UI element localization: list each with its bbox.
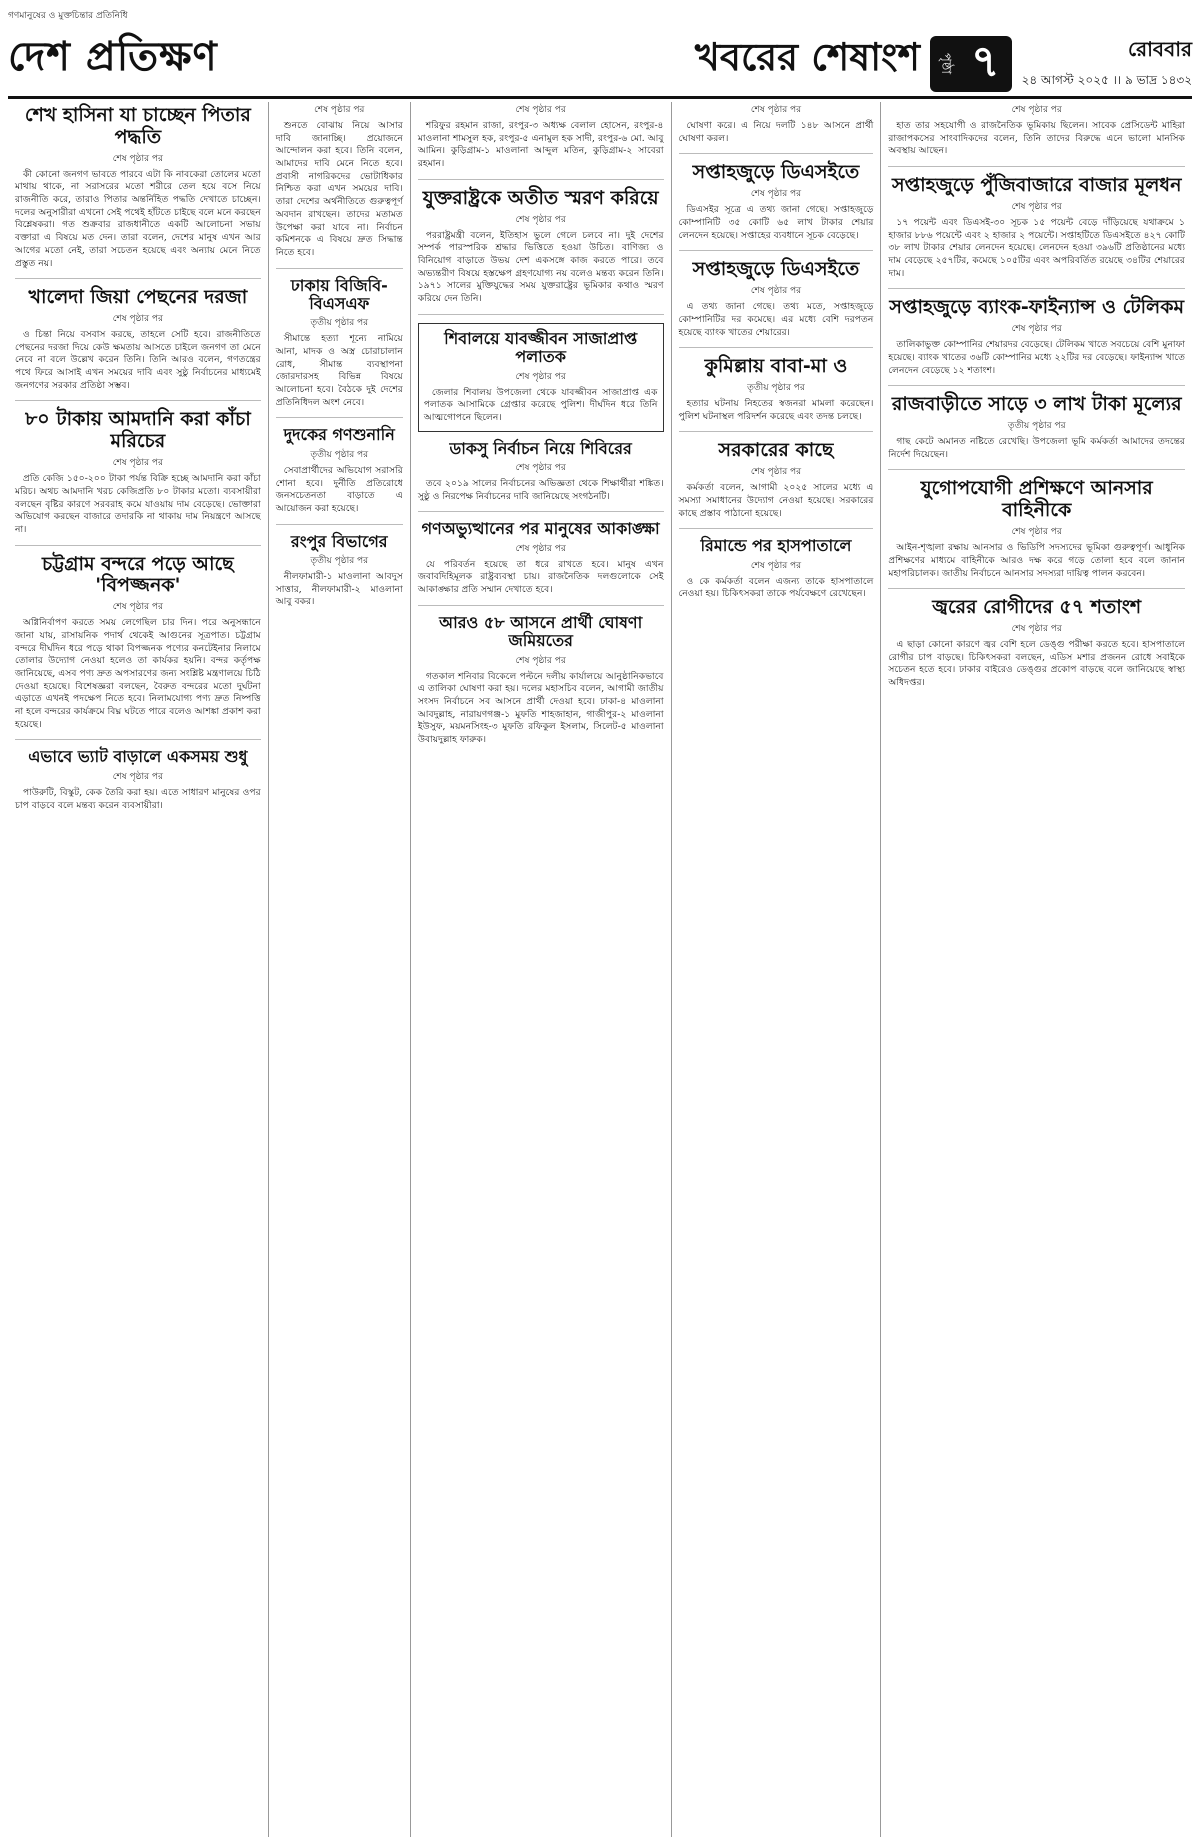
- article-headline[interactable]: শেখ হাসিনা যা চাচ্ছেন পিতার পদ্ধতি: [24, 104, 251, 148]
- issue-date: ২৪ আগস্ট ২০২৫ ।। ৯ ভাদ্র ১৪৩২: [1021, 73, 1192, 87]
- article: [15, 105, 261, 279]
- article-body: সেবাপ্রার্থীদের অভিযোগ সরাসরি শোনা হবে। দুর্নীতি প্রতিরোধে জনসচেতনতা বাড়াতে এ আয়োজন করা হয়েছে।: [275, 464, 403, 514]
- article-body: ও চিন্তা নিয়ে বসবাস করছে, তাহলে সেটি হবে। রাজনীতিতে পেছনের দরজা দিয়ে কেউ ক্ষমতায় আসতে চাইলে জনগণ তা মেনে নেবে না বলে উল্লেখ করেন তিনি। তিনি আরও বলেন, গণতন্ত্রের পথে ফিরে আসাই এখন সময়ের দাবি এবং সুষ্ঠু নির্বাচনের মাধ্যমেই জনগণের সরকার প্রতিষ্ঠা সম্ভব।: [15, 329, 261, 391]
- jump-line: শেষ পৃষ্ঠার পর: [515, 214, 566, 225]
- article: [888, 394, 1185, 470]
- article: [15, 554, 261, 741]
- article: [679, 259, 874, 348]
- article-headline[interactable]: রিমান্ডে পর হাসপাতালে: [700, 536, 852, 556]
- article: [418, 102, 664, 180]
- article-body: ডিএসইর সূত্রে এ তথ্য জানা গেছে। সপ্তাহজুড়ে কোম্পানিটি ৩৫ কোটি ৬৫ লাখ টাকার শেয়ার লেনদেন হয়েছে। সপ্তাহের ব্যবধানে সূচক বেড়েছে।: [678, 204, 874, 241]
- jump-line: শেষ পৃষ্ঠার পর: [112, 458, 163, 469]
- jump-line: শেষ পৃষ্ঠার পর: [750, 467, 802, 478]
- article-body: গতকাল শনিবার বিকেলে পল্টনে দলীয় কার্যালয়ে আনুষ্ঠানিকভাবে এ তালিকা ঘোষণা করা হয়। দলের মহাসচিব বলেন, আগামী জাতীয় সংসদ নির্বাচনে সব আসনে প্রার্থী দেওয়া হবে। ঢাকা-৪ মাওলানা আবদুল্লাহ, নারায়ণগঞ্জ-১ মুফতি শাহজাহান, গাজীপুর-২ মাওলানা ইউসুফ, ময়মনসিংহ-৩ মুফতি রফিকুল ইসলাম, সিলেট-৫ মাওলানা উবায়দুল্লাহ ফারুক।: [417, 670, 664, 745]
- article-body: পাউরুটি, বিস্কুট, কেক তৈরি করা হয়। এতে সাধারণ মানুষের ওপর চাপ বাড়বে বলে মন্তব্য করেন ব্যবসায়ীরা।: [15, 786, 261, 811]
- masthead-right: [695, 28, 1192, 92]
- article-headline[interactable]: রাজবাড়ীতে সাড়ে ৩ লাখ টাকা মূল্যের: [891, 393, 1182, 416]
- article-headline[interactable]: দুদকের গণশুনানি: [283, 425, 395, 445]
- page-number-badge: [930, 36, 1012, 92]
- column-5: [881, 102, 1192, 1837]
- article-body: নীলফামারী-১ মাওলানা আবদুস সাত্তার, নীলফামারী-২ মাওলানা আবু বকর।: [275, 571, 403, 608]
- article-body: ঘোষণা করে। এ নিয়ে দলটি ১৪৮ আসনে প্রার্থী ঘোষণা করল।: [678, 120, 874, 144]
- jump-line: তৃতীয় পৃষ্ঠার পর: [747, 383, 805, 394]
- column-3: [411, 102, 672, 1837]
- jump-line: শেষ পৃষ্ঠার পর: [750, 189, 802, 200]
- article-body: আইন-শৃঙ্খলা রক্ষায় আনসার ও ভিডিপি সদস্যদের ভূমিকা গুরুত্বপূর্ণ। আধুনিক প্রশিক্ষণের মাধ্যমে বাহিনীকে আরও দক্ষ করে গড়ে তোলা হবে বলে জানান মহাপরিচালক। জাতীয় নির্বাচনে আনসার সদস্যরা দায়িত্ব পালন করবেন।: [888, 542, 1185, 579]
- article-headline[interactable]: জ্বরের রোগীদের ৫৭ শতাংশ: [932, 596, 1142, 619]
- column-1: [8, 102, 269, 1837]
- article-body: তালিকাভুক্ত কোম্পানির শেয়ারদর বেড়েছে। টেলিকম খাতে সবচেয়ে বেশি মুনাফা হয়েছে। ব্যাংক খাতের ৩৬টি কোম্পানির মধ্যে ২২টির দর বেড়েছে। ফাইন্যান্স খাতে লেনদেন বেড়েছে ১২ শতাংশ।: [888, 339, 1185, 376]
- jump-line: শেষ পৃষ্ঠার পর: [112, 314, 163, 325]
- article: [679, 102, 874, 154]
- column-4: [672, 102, 882, 1837]
- article-headline[interactable]: সপ্তাহজুড়ে ব্যাংক-ফাইন্যান্স ও টেলিকম: [889, 296, 1185, 319]
- article-body: সীমান্তে হত্যা শূন্যে নামিয়ে আনা, মাদক ও অস্ত্র চোরাচালান রোধ, সীমান্ত ব্যবস্থাপনা জোরদারসহ বিভিন্ন বিষয়ে আলোচনা হবে। বৈঠকে দুই দেশের প্রতিনিধিদল অংশ নেবে।: [275, 333, 403, 408]
- article: [15, 409, 261, 545]
- article-body: কর্মকর্তা বলেন, আগামী ২০২৫ সালের মধ্যে এ সমস্যা সমাধানের উদ্যোগ নেওয়া হয়েছে। সরকারের কাছে প্রস্তাব পাঠানো হয়েছে।: [678, 482, 874, 519]
- jump-line: শেষ পৃষ্ঠার পর: [1011, 624, 1062, 635]
- article-body: শরিফুর রহমান রাজা, রংপুর-৩ অধ্যক্ষ বেলাল হোসেন, রংপুর-৪ মাওলানা শামসুল হক, রংপুর-৫ এনামুল হক সাদী, রংপুর-৬ মো. আবু আমিন। কুড়িগ্রাম-১ মাওলানা আব্দুল মতিন, কুড়িগ্রাম-২ সাবেরা রহমান।: [417, 120, 664, 170]
- newspaper-logo: দেশ প্রতিক্ষণ: [8, 34, 218, 80]
- jump-line: শেষ পৃষ্ঠার পর: [515, 105, 566, 115]
- date-block: [1022, 35, 1192, 92]
- article-headline[interactable]: যুগোপযোগী প্রশিক্ষণে আনসার বাহিনীকে: [920, 477, 1153, 522]
- article: [888, 478, 1185, 589]
- article-body: ও কে কর্মকর্তা বলেন এজন্য তাকে হাসপাতালে নেওয়া হয়। চিকিৎসকরা তাকে পর্যবেক্ষণে রেখেছেন।: [678, 575, 874, 600]
- article: [418, 440, 664, 513]
- jump-line: তৃতীয় পৃষ্ঠার পর: [310, 318, 369, 329]
- article-body: হত্যার ঘটনায় নিহতের স্বজনরা মামলা করেছেন। পুলিশ ঘটনাস্থল পরিদর্শন করেছে এবং তদন্ত চলছে।: [678, 398, 874, 422]
- jump-line: শেষ পৃষ্ঠার পর: [112, 771, 163, 782]
- jump-line: তৃতীয় পৃষ্ঠার পর: [310, 556, 369, 566]
- article-body: অগ্নিনির্বাপণ করতে সময় লেগেছিল চার দিন। পরে অনুসন্ধানে জানা যায়, রাসায়নিক পদার্থ থেকেই আগুনের সূত্রপাত। চট্টগ্রাম বন্দরে দীর্ঘদিন ধরে পড়ে থাকা বিপজ্জনক পণ্যের কনটেইনার নিলামে তোলার উদ্যোগ নেওয়া হলেও তা কার্যকর হয়নি। বন্দর কর্তৃপক্ষ জানিয়েছে, এসব পণ্য দ্রুত অপসারণের জন্য সংশ্লিষ্ট মন্ত্রণালয়ে চিঠি দেওয়া হয়েছে। বিশেষজ্ঞরা বলছেন, বৈরুত বন্দরের মতো দুর্ঘটনা এড়াতে এখনই পদক্ষেপ নিতে হবে। নিলামযোগ্য পণ্য দ্রুত নিষ্পত্তি না হলে বন্দরের কার্যক্রমে বিঘ্ন ঘটতে পারে বলেও আশঙ্কা প্রকাশ করা হয়েছে।: [15, 617, 261, 730]
- jump-line: শেষ পৃষ্ঠার পর: [750, 105, 802, 115]
- article-headline[interactable]: গণঅভ্যুত্থানের পর মানুষের আকাঙ্ক্ষা: [421, 519, 660, 539]
- masthead: [8, 0, 1192, 99]
- article-body: হাত তার সহযোগী ও রাজনৈতিক ভূমিকায় ছিলেন। সাবেক প্রেসিডেন্ট মাহিরা রাজাপকসের সাংবাদিকদের বলেন, তিনি তাদের বিরুদ্ধে এনে ভালো মানসিক অবস্থায় আছেন।: [888, 120, 1185, 157]
- column-2: [269, 102, 411, 1837]
- jump-line: শেষ পৃষ্ঠার পর: [515, 655, 566, 666]
- page-number: ৭: [971, 36, 1000, 87]
- article-headline[interactable]: যুক্তরাষ্ট্রকে অতীত স্মরণ করিয়ে: [422, 186, 659, 209]
- jump-line: তৃতীয় পৃষ্ঠার পর: [310, 449, 369, 460]
- article: [418, 520, 664, 605]
- article-body: প্রতি কেজি ১৫০-২০০ টাকা পর্যন্ত বিক্রি হচ্ছে আমদানি করা কাঁচা মরিচ। অথচ আমদানি খরচ কেজিপ্রতি ৮০ টাকার মতো। ব্যবসায়ীরা বলছেন বৃষ্টির কারণে সরবরাহ কমে যাওয়ায় দাম বেড়েছে। ভোক্তারা অভিযোগ করছেন বাজারে তদারকি না থাকায় দাম নিয়ন্ত্রণে আসছে না।: [15, 473, 261, 535]
- article-headline[interactable]: ডাকসু নির্বাচন নিয়ে শিবিরের: [449, 438, 632, 458]
- article-body: গাছ কেটে অমানত নষ্টিতে রেখেছি। উপজেলা ভূমি কর্মকর্তা আমাদের তদন্তের নির্দেশ দিয়েছেন।: [888, 436, 1185, 460]
- jump-line: শেষ পৃষ্ঠার পর: [112, 602, 163, 613]
- jump-line: শেষ পৃষ্ঠার পর: [515, 462, 566, 473]
- article-headline[interactable]: সপ্তাহজুড়ে ডিএসইতে: [692, 161, 860, 184]
- jump-line: শেষ পৃষ্ঠার পর: [1011, 527, 1062, 538]
- article-body: পররাষ্ট্রমন্ত্রী বলেন, ইতিহাস ভুলে গেলে চলবে না। দুই দেশের সম্পর্ক পারস্পরিক শ্রদ্ধার ভিত্তিতে হওয়া উচিত। বাণিজ্য ও বিনিয়োগ বাড়াতে উভয় দেশ একসঙ্গে কাজ করতে পারে। তবে অভ্যন্তরীণ বিষয়ে হস্তক্ষেপ গ্রহণযোগ্য নয় বলেও মন্তব্য করেন তিনি। ১৯৭১ সালের মুক্তিযুদ্ধের সময় যুক্তরাষ্ট্রের ভূমিকার কথাও স্মরণ করিয়ে দেন তিনি।: [417, 229, 664, 305]
- article-body: যে পরিবর্তন হয়েছে তা ধরে রাখতে হবে। মানুষ এখন জবাবদিহিমূলক রাষ্ট্রব্যবস্থা চায়। রাজনৈতিক দলগুলোকে সেই আকাঙ্ক্ষার প্রতি সম্মান দেখাতে হবে।: [417, 558, 664, 596]
- article-headline[interactable]: ঢাকায় বিজিবি-বিএসএফ: [290, 275, 388, 313]
- article-headline[interactable]: সপ্তাহজুড়ে পুঁজিবাজারে বাজার মূলধন: [891, 174, 1182, 197]
- article: [276, 102, 403, 269]
- article-headline[interactable]: সরকারের কাছে: [718, 439, 834, 462]
- article: [418, 323, 664, 432]
- jump-line: শেষ পৃষ্ঠার পর: [1011, 105, 1062, 115]
- jump-line: শেষ পৃষ্ঠার পর: [750, 560, 802, 571]
- weekday: রোববার: [1128, 37, 1192, 61]
- article: [679, 356, 874, 432]
- jump-line: শেষ পৃষ্ঠার পর: [1011, 201, 1062, 212]
- article-body: এ ছাড়া কোনো কারণে জ্বর বেশি হলে ডেঙ্গু পরীক্ষা করতে হবে। হাসপাতালে রোগীর চাপ বাড়ছে। চিকিৎসকরা বলছেন, এডিস মশার প্রজনন রোধে সবাইকে সচেতন হতে হবে। ঢাকার বাইরেও ডেঙ্গুর প্রকোপ বাড়ছে বলে জানিয়েছে স্বাস্থ্য অধিদপ্তর।: [888, 639, 1185, 689]
- article-headline[interactable]: খালেদা জিয়া পেছনের দরজা: [28, 286, 248, 309]
- article: [679, 440, 874, 529]
- jump-line: শেষ পৃষ্ঠার পর: [112, 153, 163, 164]
- columns: [8, 102, 1192, 1837]
- article-headline[interactable]: সপ্তাহজুড়ে ডিএসইতে: [692, 258, 860, 281]
- section-title: খবরের শেষাংশ: [694, 35, 921, 79]
- jump-line: শেষ পৃষ্ঠার পর: [515, 543, 566, 554]
- article: [276, 533, 403, 617]
- article: [418, 188, 664, 315]
- article-body: এ তথ্য জানা গেছে। তথ্য মতে, সপ্তাহজুড়ে কোম্পানিটির দর কমেছে। এর মধ্যে বেশি দরপতন হয়েছে ব্যাংক খাতের শেয়ারের।: [678, 301, 874, 338]
- jump-line: তৃতীয় পৃষ্ঠার পর: [1007, 421, 1066, 432]
- article: [888, 175, 1185, 289]
- jump-line: শেষ পৃষ্ঠার পর: [750, 286, 802, 297]
- article: [888, 102, 1185, 167]
- article-body: ১৭ পয়েন্ট এবং ডিএসই-৩০ সূচক ১৫ পয়েন্ট বেড়ে দাঁড়িয়েছে যথাক্রমে ১ হাজার ৮৮৬ পয়েন্টে এবং ২ হাজার ২ পয়েন্টে। সপ্তাহটিতে ডিএসইতে ৪২৭ কোটি ৩৮ লাখ টাকার শেয়ার লেনদেন হয়েছে। লেনদেন হওয়া ৩৯৬টি প্রতিষ্ঠানের মধ্যে দাম বেড়েছে ২৫৭টির, কমেছে ১০৫টির এবং অপরিবর্তিত রয়েছে ৩৪টির শেয়ারের দাম।: [888, 216, 1185, 279]
- article-headline[interactable]: এভাবে ভ্যাট বাড়ালে একসময় শুধু: [28, 747, 248, 767]
- article: [888, 297, 1185, 386]
- jump-line: শেষ পৃষ্ঠার পর: [314, 105, 365, 115]
- article-headline[interactable]: শিবালয়ে যাবজ্জীবন সাজাপ্রাপ্ত পলাতক: [444, 328, 638, 367]
- article-headline[interactable]: ৮০ টাকায় আমদানি করা কাঁচা মরিচের: [24, 408, 251, 453]
- article-body: জেলার শিবালয় উপজেলা থেকে যাবজ্জীবন সাজাপ্রাপ্ত এক পলাতক আসামিকে গ্রেপ্তার করেছে পুলিশ। দীর্ঘদিন ধরে তিনি আত্মগোপনে ছিলেন।: [423, 386, 658, 423]
- article: [15, 748, 261, 820]
- article: [15, 287, 261, 401]
- brand-block: [8, 8, 218, 92]
- article: [276, 426, 403, 524]
- jump-line: শেষ পৃষ্ঠার পর: [1011, 324, 1062, 335]
- article: [418, 614, 664, 755]
- article-headline[interactable]: আরও ৫৮ আসনে প্রার্থী ঘোষণা জমিয়তের: [439, 612, 643, 651]
- brand-tagline: গণমানুষের ও মুক্তচিন্তার প্রতিনিধি: [8, 11, 128, 21]
- article: [679, 537, 874, 609]
- article-body: শুনতে বোঝায় নিয়ে আসার দাবি জানাচ্ছি। প্রয়োজনে আন্দোলন করা হবে। তিনি বলেন, আমাদের দাবি মেনে নিতে হবে। প্রবাসী নাগরিকদের ভোটাধিকার নিশ্চিত করা এখন সময়ের দাবি। তারা দেশের অর্থনীতিতে গুরুত্বপূর্ণ অবদান রাখছেন। তাদের মতামত উপেক্ষা করা যাবে না। নির্বাচন কমিশনকে এ বিষয়ে দ্রুত সিদ্ধান্ত নিতে হবে।: [275, 120, 403, 258]
- article-body: কী কোনো জনগণ ভাবতে পারবে এটা কি নাবকেরা তোলের মতো মাথায় থাকে, না সরাসরের মতো শরীরে তেল হয়ে বসে নিয়ে রাজনীতি করে, তারাও পিতার অন্তর্নিহিত পদ্ধতি দেখাতে চাচ্ছেন। দলের অনুসারীরা এখনো সেই পথেই হাঁটতে চাইছে বলে মনে করছেন বিশ্লেষকরা। গত শুক্রবার রাজধানীতে একটি আলোচনা সভায় বক্তারা এ বিষয়ে মত দেন। তারা বলেন, দেশের মানুষ এখন আর আগের মতো নেই, তারা সচেতন হয়েছে এবং অন্যায় মেনে নিতে প্রস্তুত নয়।: [15, 168, 261, 269]
- article: [888, 597, 1185, 698]
- article: [679, 162, 874, 251]
- article: [276, 277, 403, 419]
- article-body: তবে ২০১৯ সালের নির্বাচনের অভিজ্ঞতা থেকে শিক্ষার্থীরা শঙ্কিত। সুষ্ঠু ও নিরপেক্ষ নির্বাচনের দাবি জানিয়েছে সংগঠনটি।: [417, 477, 664, 502]
- article-headline[interactable]: কুমিল্লায় বাবা-মা ও: [704, 355, 848, 378]
- jump-line: শেষ পৃষ্ঠার পর: [515, 371, 566, 382]
- article-headline[interactable]: রংপুর বিভাগের: [290, 531, 388, 551]
- page-label: পৃষ্ঠা: [938, 53, 954, 75]
- article-headline[interactable]: চট্টগ্রাম বন্দরে পড়ে আছে 'বিপজ্জনক': [42, 552, 234, 597]
